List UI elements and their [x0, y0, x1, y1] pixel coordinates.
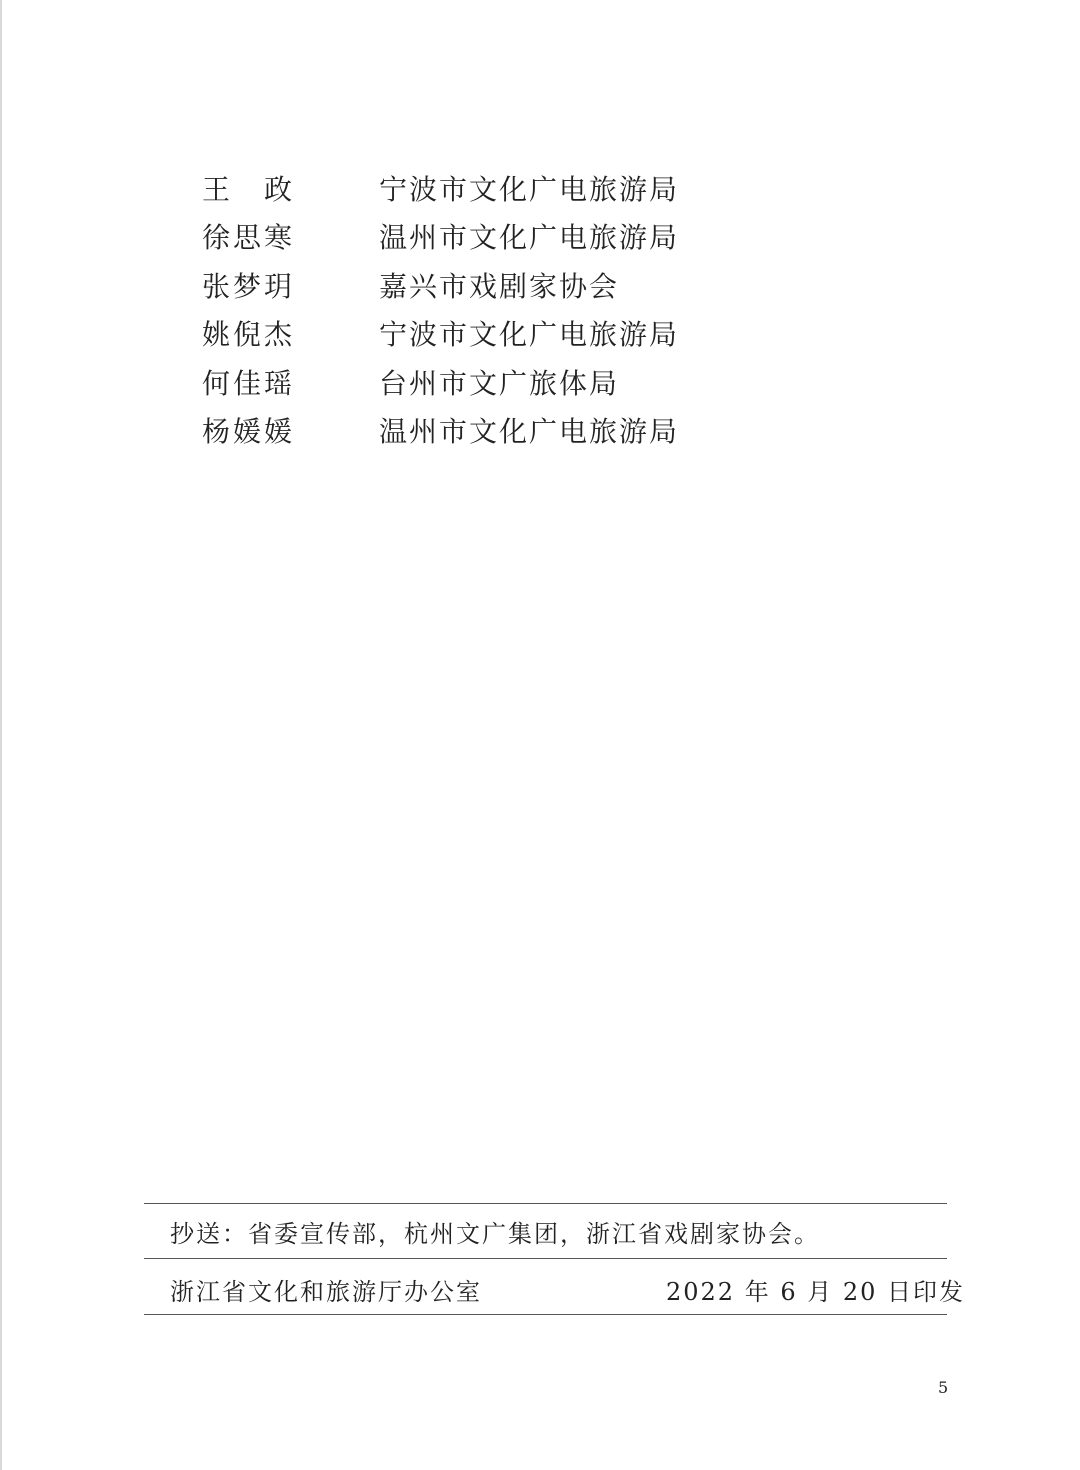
name-char: 王: [202, 173, 231, 206]
member-organization: 宁波市文化广电旅游局: [379, 173, 680, 206]
footer-middle-divider: [144, 1258, 947, 1259]
name-char: 倪: [232, 318, 261, 352]
list-item: [0, 263, 1080, 311]
member-organization: 台州市文广旅体局: [379, 366, 620, 400]
member-name: [202, 166, 292, 214]
issuing-office: 浙江省文化和旅游厅办公室: [170, 1278, 482, 1306]
member-organization: 嘉兴市戏剧家协会: [379, 269, 620, 303]
name-char: 瑶: [263, 366, 292, 400]
member-name: [202, 360, 292, 408]
name-char: 张: [202, 269, 231, 303]
issue-date: 2022 年 6 月 20 日印发: [666, 1278, 966, 1306]
member-list: [0, 166, 1080, 456]
list-item: [0, 214, 1080, 262]
footer-bottom-divider: [144, 1314, 947, 1315]
member-organization: 温州市文化广电旅游局: [379, 221, 680, 255]
member-name: [202, 263, 292, 311]
name-char: 姚: [202, 318, 231, 352]
name-char: 寒: [263, 221, 292, 255]
name-char: 媛: [263, 414, 292, 448]
member-organization: 温州市文化广电旅游局: [379, 414, 680, 448]
member-organization: 宁波市文化广电旅游局: [379, 318, 680, 352]
name-char: 杰: [263, 318, 292, 352]
name-char: 徐: [202, 221, 231, 255]
name-char: 玥: [263, 269, 292, 303]
list-item: [0, 360, 1080, 408]
name-char: 杨: [202, 414, 231, 448]
name-char: 思: [232, 221, 261, 255]
member-name: [202, 408, 292, 456]
name-char: 何: [202, 366, 231, 400]
name-char: 政: [263, 173, 292, 206]
list-item: [0, 408, 1080, 456]
page-number: 5: [938, 1378, 949, 1397]
name-char: 佳: [232, 366, 261, 400]
list-item: [0, 311, 1080, 359]
name-char: 媛: [232, 414, 261, 448]
member-name: [202, 311, 292, 359]
list-item: [0, 166, 1080, 214]
member-name: [202, 214, 292, 262]
cc-line: 抄送：省委宣传部，杭州文广集团，浙江省戏剧家协会。: [170, 1220, 820, 1248]
name-char: 梦: [232, 269, 261, 303]
footer-top-divider: [144, 1203, 947, 1204]
